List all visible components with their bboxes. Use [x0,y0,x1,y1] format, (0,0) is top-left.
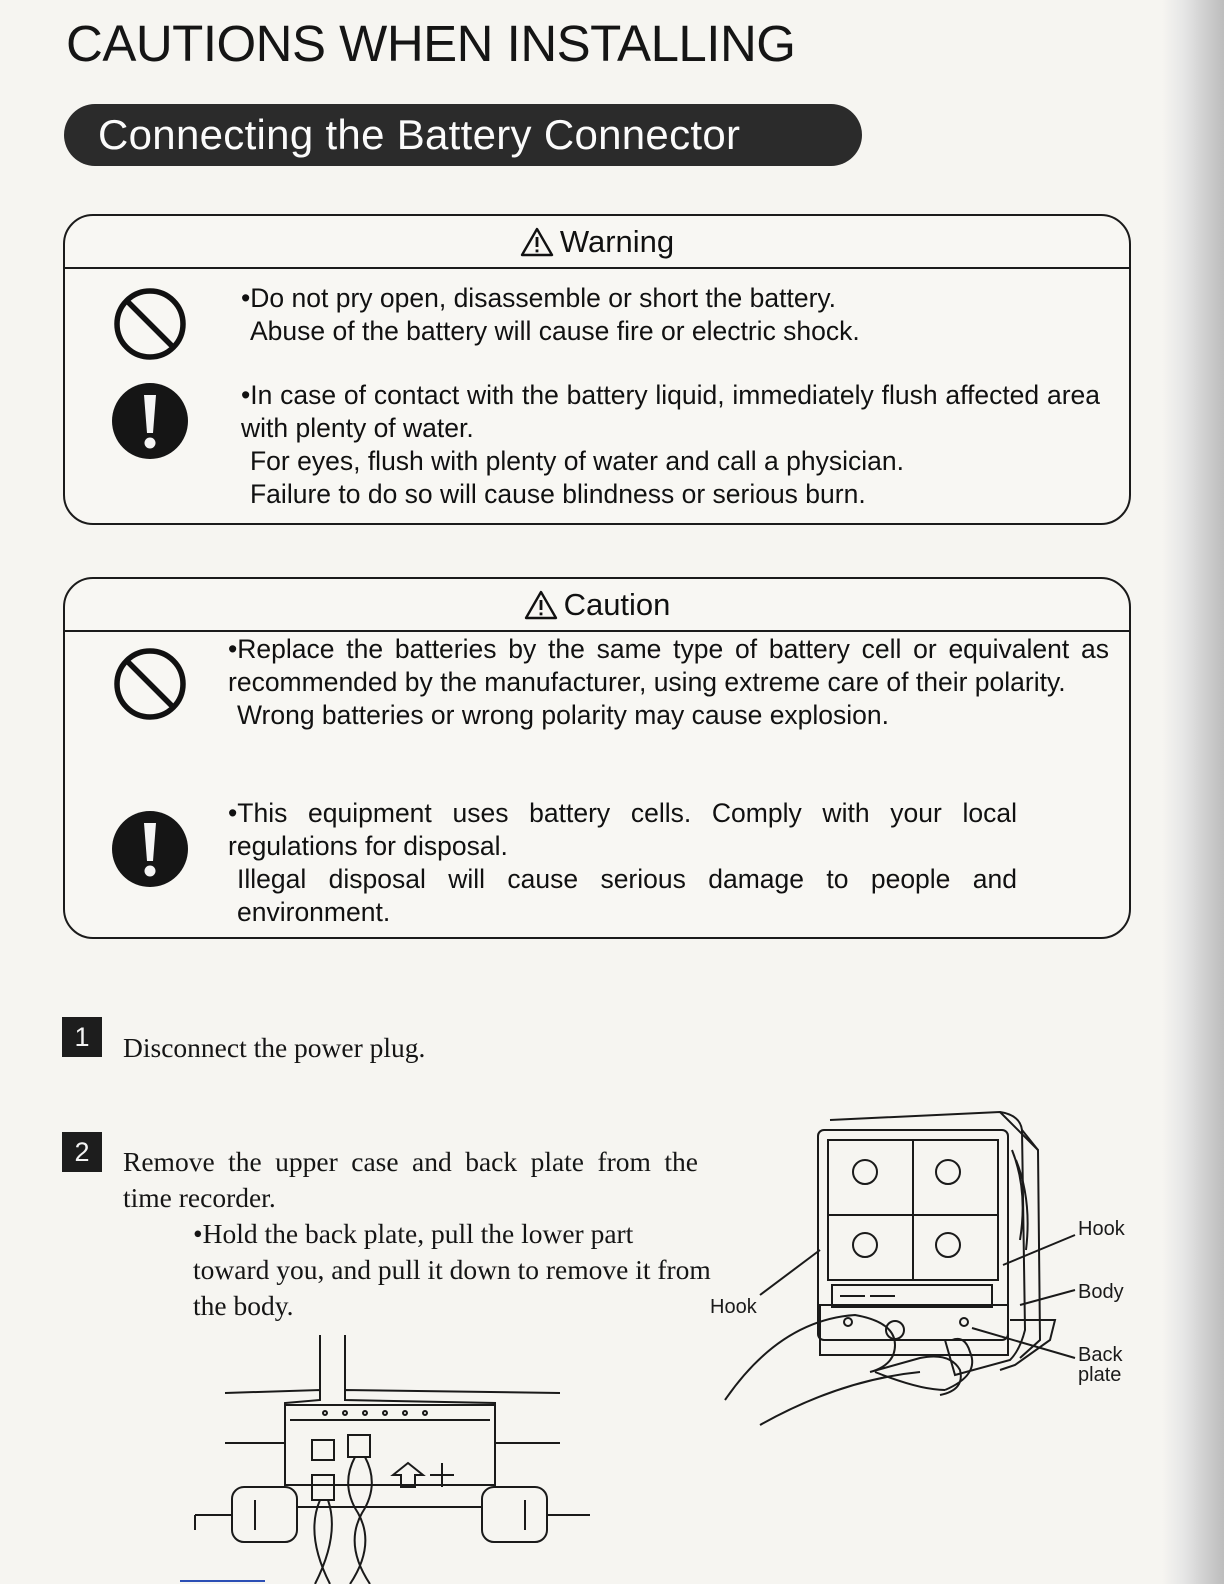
warning-triangle-icon [520,227,554,257]
hook-left-label: Hook [710,1296,757,1318]
step-2-sub-text: •Hold the back plate, pull the lower part toward you, and pull it down to remove it from the body. [193,1218,711,1321]
caution-item-2-line-1: •This equipment uses battery cells. Comply with your local regulations for disposal. [228,798,1017,861]
prohibited-icon [110,644,190,724]
caution-item-1-line-1: •Replace the batteries by the same type of battery cell or equivalent as recommended by the manufacturer, using extreme care of their polarity. [228,634,1109,697]
page-title: CAUTIONS WHEN INSTALLING [66,15,796,72]
warning-item-1-line-1: •Do not pry open, disassemble or short the battery. [241,283,837,313]
warning-item-2-line-3: Failure to do so will cause blindness or serious burn. [250,479,866,509]
step-1-number: 1 [62,1017,102,1057]
step-1-text: Disconnect the power plug. [123,1032,426,1063]
page-edge-shadow [1162,0,1224,1584]
warning-item-2-line-1: •In case of contact with the battery liquid, immediately flush affected area with plenty of water. [241,380,1100,443]
prohibited-icon [110,284,190,364]
mandatory-action-icon [110,381,190,461]
warning-item-1-line-2: Abuse of the battery will cause fire or electric shock. [250,316,860,346]
back-plate-label-line-2: plate [1078,1364,1122,1386]
warning-header [65,216,1129,269]
time-recorder-back-plate-illustration [720,1090,1140,1440]
hook-right-label: Hook [1078,1218,1125,1240]
caution-box [63,577,1131,939]
warning-item-2 [241,379,1100,511]
battery-connector-illustration [180,1335,600,1584]
caution-item-1 [228,633,1109,732]
step-2-text: Remove the upper case and back plate from the time recorder. [123,1146,698,1213]
step-2-number: 2 [62,1132,102,1172]
warning-box [63,214,1131,525]
caution-item-1-line-2: Wrong batteries or wrong polarity may cause explosion. [237,700,890,730]
warning-item-1 [241,282,1000,348]
caution-item-2 [228,797,1017,929]
caution-header [65,579,1129,632]
warning-item-2-line-2: For eyes, flush with plenty of water and call a physician. [250,446,904,476]
warning-header-label: Warning [559,223,675,259]
mandatory-action-icon [110,809,190,889]
caution-item-2-line-2: Illegal disposal will cause serious damage to people and environment. [237,864,1017,927]
caution-header-label: Caution [563,586,671,622]
section-title: Connecting the Battery Connector [64,104,862,166]
caution-triangle-icon [524,590,558,620]
body-label: Body [1078,1281,1124,1303]
back-plate-label-line-1: Back [1078,1344,1123,1366]
